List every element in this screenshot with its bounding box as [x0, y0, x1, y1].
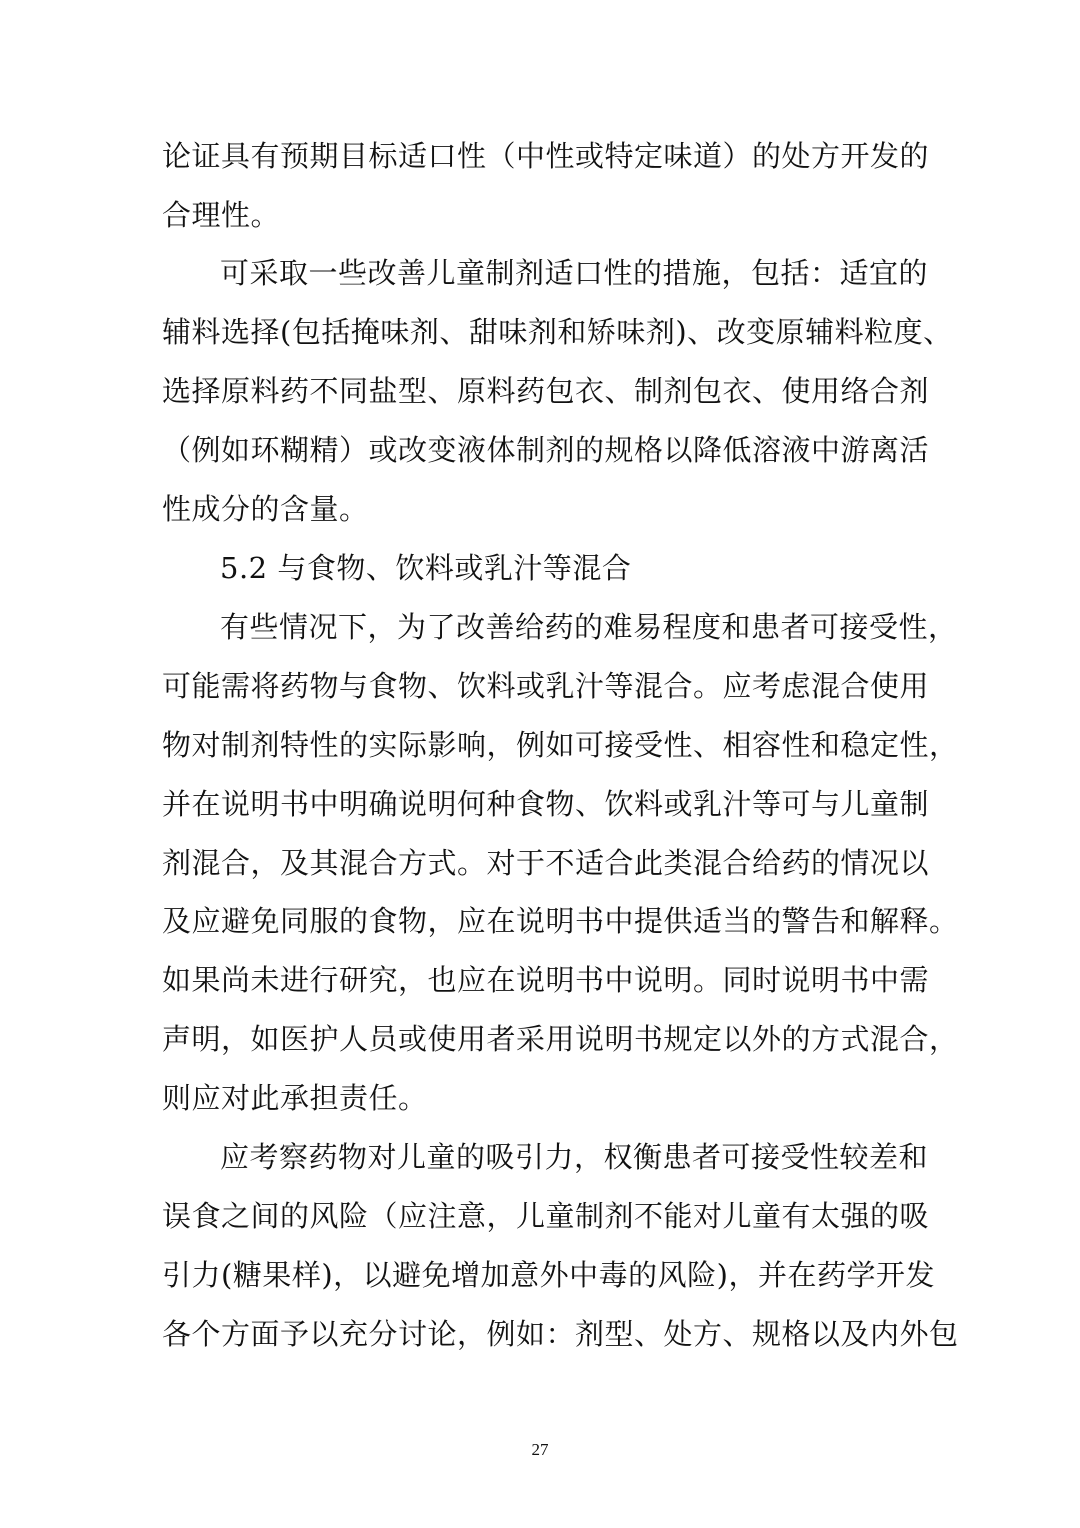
text-line: （例如环糊精）或改变液体制剂的规格以降低溶液中游离活	[162, 433, 930, 467]
section-heading: 5.2 与食物、饮料或乳汁等混合	[220, 551, 632, 585]
text-line: 物对制剂特性的实际影响，例如可接受性、相容性和稳定性，	[162, 728, 959, 762]
text-line: 误食之间的风险（应注意，儿童制剂不能对儿童有太强的吸	[162, 1199, 930, 1233]
text-line: 并在说明书中明确说明何种食物、饮料或乳汁等可与儿童制	[162, 787, 930, 821]
text-line: 论证具有预期目标适口性（中性或特定味道）的处方开发的	[162, 139, 930, 173]
text-line: 辅料选择(包括掩味剂、甜味剂和矫味剂)、改变原辅料粒度、	[162, 315, 953, 349]
text-line: 引力(糖果样)，以避免增加意外中毒的风险)，并在药学开发	[162, 1258, 935, 1292]
text-line: 选择原料药不同盐型、原料药包衣、制剂包衣、使用络合剂	[162, 374, 930, 408]
page-number: 27	[531, 1440, 549, 1459]
text-line: 可能需将药物与食物、饮料或乳汁等混合。应考虑混合使用	[162, 669, 930, 703]
text-line: 则应对此承担责任。	[162, 1081, 428, 1115]
text-line: 可采取一些改善儿童制剂适口性的措施，包括：适宜的	[220, 256, 929, 290]
text-line: 各个方面予以充分讨论，例如：剂型、处方、规格以及内外包	[162, 1317, 959, 1351]
text-line: 声明，如医护人员或使用者采用说明书规定以外的方式混合，	[162, 1022, 959, 1056]
text-line: 剂混合，及其混合方式。对于不适合此类混合给药的情况以	[162, 846, 930, 880]
text-line: 性成分的含量。	[162, 492, 369, 526]
text-line: 如果尚未进行研究，也应在说明书中说明。同时说明书中需	[162, 963, 930, 997]
text-line: 有些情况下，为了改善给药的难易程度和患者可接受性，	[220, 610, 958, 644]
text-line: 合理性。	[162, 198, 281, 232]
text-line: 及应避免同服的食物，应在说明书中提供适当的警告和解释。	[162, 904, 959, 938]
text-line: 应考察药物对儿童的吸引力，权衡患者可接受性较差和	[220, 1140, 929, 1174]
